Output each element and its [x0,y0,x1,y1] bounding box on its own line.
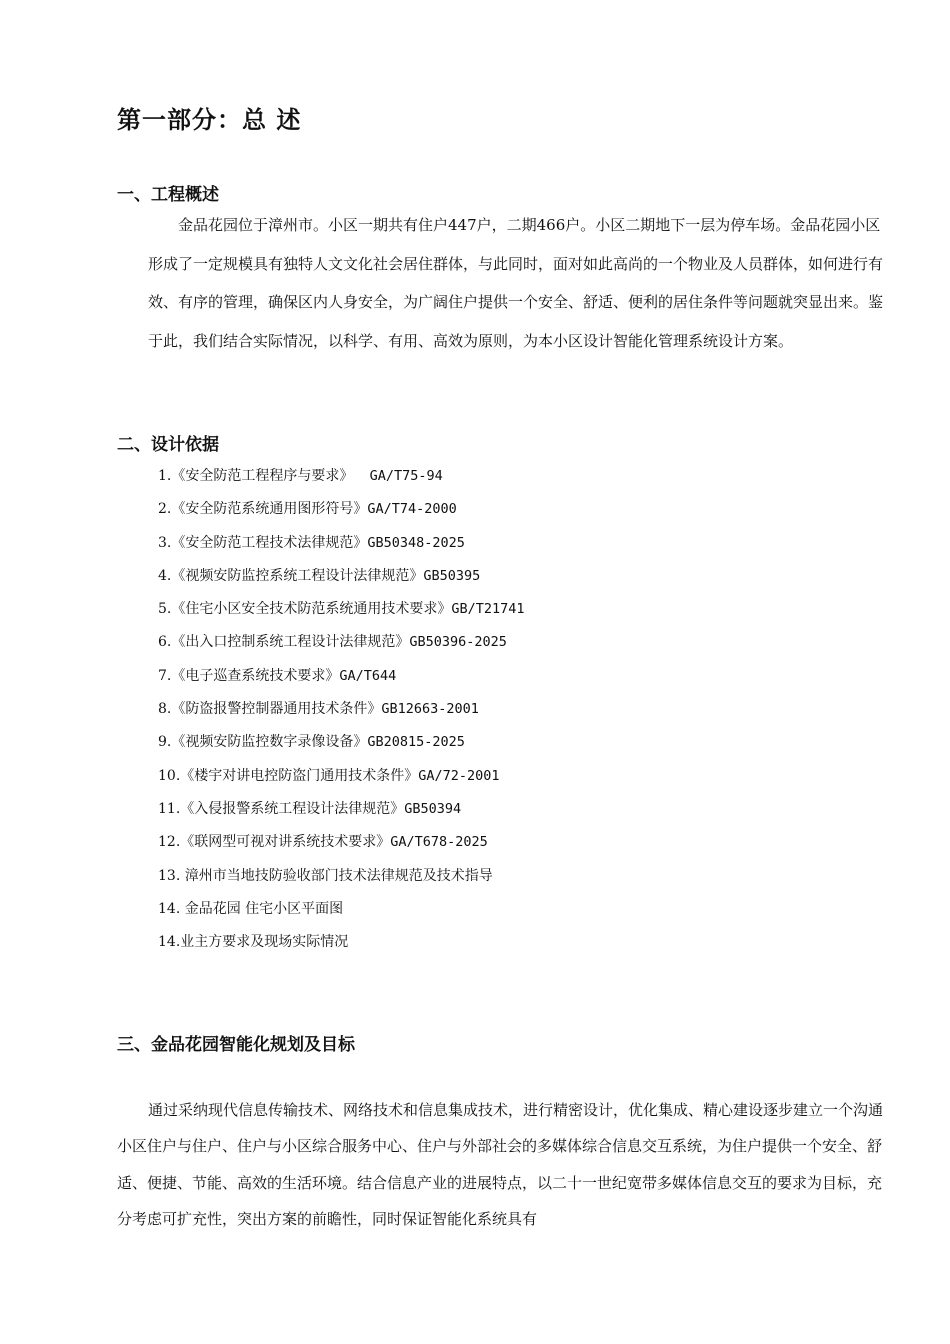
planning-goals-paragraph: 通过采纳现代信息传输技术、网络技术和信息集成技术，进行精密设计，优化集成、精心建设逐步建立一个沟通小区住户与住户、住户与小区综合服务中心、住户与外部社会的多媒体综合信息交互系统，为住户提供一个安全、舒适、便捷、节能、高效的生活环境。结合信息产业的进展特点，以二十一世纪宽带多媒体信息交互的要求为目标，充分考虑可扩充性，突出方案的前瞻性，同时保证智能化系统具有 [117,1101,884,1229]
section-heading-overview: 一、工程概述 [117,185,219,205]
list-item: 5.《住宅小区安全技术防范系统通用技术要求》GB/T21741 [158,601,525,618]
list-item: 14. 金品花园 住宅小区平面图 [158,900,344,917]
list-item: 1.《安全防范工程程序与要求》 GA/T75-94 [158,468,443,484]
list-item: 9.《视频安防监控数字录像设备》GB20815-2025 [158,734,465,751]
list-item: 8.《防盗报警控制器通用技术条件》GB12663-2001 [158,701,479,718]
list-item: 7.《电子巡查系统技术要求》GA/T644 [158,667,397,684]
list-item: 12.《联网型可视对讲系统技术要求》GA/T678-2025 [158,834,488,851]
list-item: 11.《入侵报警系统工程设计法律规范》GB50394 [158,800,462,817]
list-item: 4.《视频安防监控系统工程设计法律规范》GB50395 [158,567,481,584]
list-item: 13. 漳州市当地技防验收部门技术法律规范及技术指导 [158,867,493,884]
list-item: 14.业主方要求及现场实际情况 [158,934,349,951]
design-basis-list [158,462,525,961]
list-item: 6.《出入口控制系统工程设计法律规范》GB50396-2025 [158,634,507,651]
list-item: 2.《安全防范系统通用图形符号》GA/T74-2000 [158,501,457,518]
overview-paragraph: 金品花园位于漳州市。小区一期共有住户447户，二期466户。小区二期地下一层为停车场。金品花园小区形成了一定规模具有独特人文文化社会居住群体，与此同时，面对如此高尚的一个物业及人员群体，如何进行有效、有序的管理，确保区内人身安全，为广阔住户提供一个安全、舒适、便利的居住条件等问题就突显出来。鉴于此，我们结合实际情况，以科学、有用、高效为原则，为本小区设计智能化管理系统设计方案。 [148,216,884,350]
section-heading-design-basis: 二、设计依据 [117,435,219,455]
page-title: 第一部分：总 述 [117,106,302,134]
list-item: 3.《安全防范工程技术法律规范》GB50348-2025 [158,534,465,551]
list-item: 10.《楼宇对讲电控防盗门通用技术条件》GA/72-2001 [158,767,500,784]
section-heading-planning-goals: 三、金品花园智能化规划及目标 [117,1035,355,1055]
